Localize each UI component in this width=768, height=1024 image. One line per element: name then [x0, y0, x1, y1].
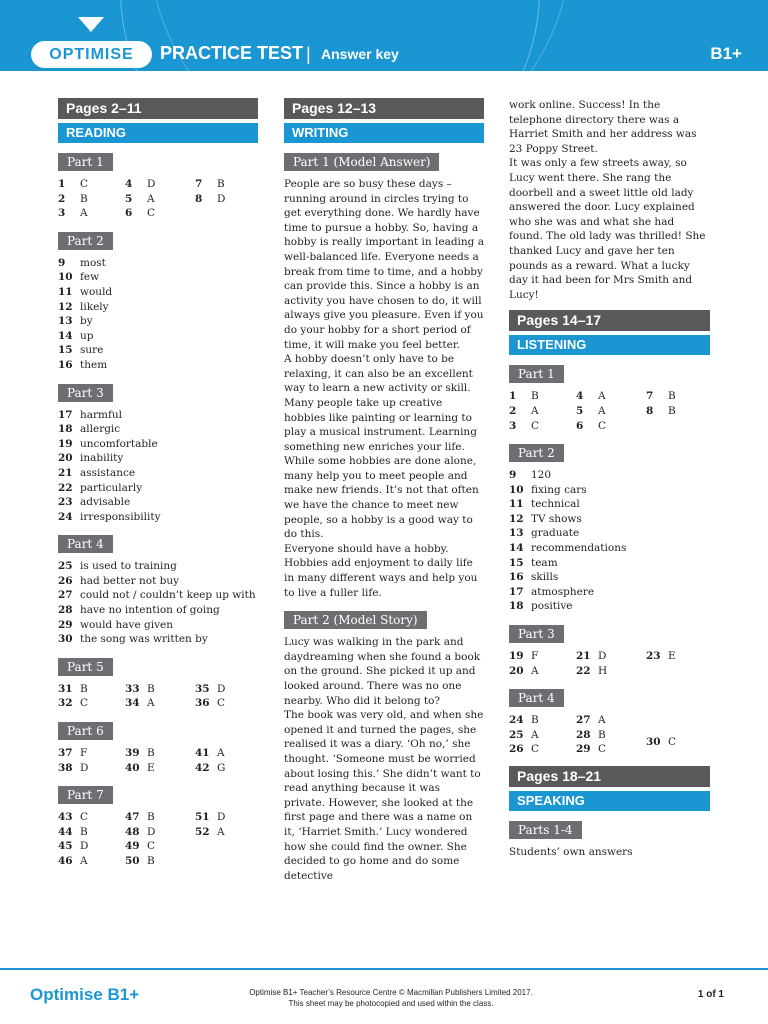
- answer-item: 12 TV shows: [509, 512, 582, 525]
- answer-list: [58, 256, 258, 373]
- part-heading: Part 3: [58, 384, 113, 402]
- answer-item: 4 A: [576, 390, 606, 403]
- part-heading: Part 7: [58, 786, 113, 804]
- copyright-line: This sheet may be photocopied and used within the class.: [288, 999, 494, 1008]
- answer-item: 19 uncomfortable: [58, 437, 158, 450]
- section-heading-speaking: SPEAKING: [509, 791, 710, 811]
- answer-item: 26 C: [509, 743, 540, 756]
- answer-item: 44 B: [58, 825, 88, 838]
- answer-item: 13 graduate: [509, 527, 580, 540]
- part-heading: Part 1 (Model Answer): [284, 153, 439, 171]
- answer-item: 10 few: [58, 271, 100, 284]
- answer-item: 34 A: [125, 697, 155, 710]
- answer-item: 24 B: [509, 714, 539, 727]
- part-heading: Part 1: [58, 153, 113, 171]
- answer-item: 50 B: [125, 855, 155, 867]
- answer-item: 39 B: [125, 747, 155, 760]
- footer-copyright: [246, 987, 536, 1009]
- part-heading: Parts 1-4: [509, 821, 582, 839]
- answer-item: 11 technical: [509, 498, 580, 511]
- answer-item: 16 skills: [509, 571, 559, 584]
- answer-item: 26 had better not buy: [58, 574, 180, 587]
- answer-item: 47 B: [125, 811, 155, 824]
- answer-item: 3 C: [509, 419, 540, 432]
- answer-item: 28 have no intention of going: [58, 604, 220, 617]
- paragraph: work online. Success! In the telephone directory there was a Harriet Smith and her address was 23 Poppy Street.: [509, 99, 697, 155]
- answer-item: 13 by: [58, 315, 93, 328]
- part-heading: Part 4: [58, 535, 113, 553]
- answer-item: 28 B: [576, 728, 606, 741]
- answer-item: 10 fixing cars: [509, 483, 587, 496]
- answer-item: 4 D: [125, 178, 156, 190]
- answer-item: 31 B: [58, 682, 88, 695]
- part-heading: Part 2: [509, 444, 564, 462]
- answer-item: 14 recommendations: [509, 542, 627, 555]
- part-heading: Part 2 (Model Story): [284, 611, 427, 629]
- part-heading: Part 6: [58, 722, 113, 740]
- answer-item: 17 harmful: [58, 408, 123, 421]
- answer-item: [646, 713, 706, 728]
- page-number: 1 of 1: [697, 989, 724, 1000]
- header-title: PRACTICE TEST: [160, 43, 304, 63]
- answer-item: 24 irresponsibility: [58, 510, 161, 523]
- column-listening-speaking: [509, 98, 710, 860]
- answer-item: 38 D: [58, 761, 89, 774]
- answer-item: 18 allergic: [58, 423, 121, 436]
- pages-heading: Pages 18–21: [509, 766, 710, 787]
- header-subtitle: Answer key: [321, 46, 399, 62]
- answer-item: 41 A: [195, 747, 225, 760]
- answer-item: 35 D: [195, 682, 226, 695]
- answer-item: 1 B: [509, 390, 539, 403]
- answer-item: 25 A: [509, 728, 539, 741]
- answer-list: [58, 559, 258, 647]
- header-level: B1+: [710, 44, 742, 63]
- answer-item: 11 would: [58, 285, 113, 298]
- pages-heading: Pages 14–17: [509, 310, 710, 331]
- model-answer-text: [284, 177, 484, 600]
- answer-grid: [509, 713, 710, 757]
- answer-item: 33 B: [125, 682, 155, 695]
- answer-item: 3 A: [58, 207, 88, 220]
- footer-divider: [0, 968, 768, 970]
- answer-item: 22 particularly: [58, 481, 143, 494]
- answer-grid: [58, 746, 258, 775]
- answer-item: 20 A: [509, 664, 539, 677]
- answer-item: 8 D: [195, 192, 226, 205]
- paragraph: Everyone should have a hobby. Hobbies add enjoyment to daily life in many different ways and help you to live a fuller life.: [284, 542, 478, 599]
- answer-item: 48 D: [125, 825, 156, 838]
- answer-item: 29 C: [576, 743, 607, 756]
- answer-list: [509, 468, 710, 614]
- answer-item: 7 B: [646, 390, 676, 403]
- answer-grid: [58, 682, 258, 711]
- answer-item: 37 F: [58, 747, 88, 760]
- copyright-line: Optimise B1+ Teacher’s Resource Centre © Macmillan Publishers Limited 2017.: [249, 988, 533, 997]
- pages-heading: Pages 2–11: [58, 98, 258, 119]
- answer-item: 8 B: [646, 404, 676, 417]
- paragraph: The book was very old, and when she opened it and turned the pages, she realised it was a diary. ‘Oh no,’ she thought. ‘Someone must be worried about losing this.’ She didn’t want to read anything because it was private. However, she looked at the first page and there was a name on it, ‘Harriet Smith.’ Lucy wondered how she could find the owner. She decided to go home and do some detective: [284, 709, 484, 882]
- speaking-answer: Students’ own answers: [509, 846, 633, 858]
- optimise-logo: [31, 41, 152, 68]
- answer-item: 21 D: [576, 650, 607, 663]
- answer-item: 7 B: [195, 178, 225, 190]
- answer-item: 2 A: [509, 404, 539, 417]
- answer-item: 22 H: [576, 664, 608, 677]
- answer-item: 23 E: [646, 650, 676, 663]
- answer-item: [195, 839, 255, 854]
- answer-item: 12 likely: [58, 300, 109, 313]
- part-heading: Part 4: [509, 689, 564, 707]
- answer-item: 5 A: [125, 192, 155, 205]
- answer-grid: [509, 649, 710, 678]
- answer-item: 36 C: [195, 697, 226, 710]
- pages-heading: Pages 12–13: [284, 98, 484, 119]
- answer-item: 25 is used to training: [58, 560, 177, 573]
- part-heading: Part 5: [58, 658, 113, 676]
- answer-item: 20 inability: [58, 452, 124, 465]
- paragraph: While some hobbies are done alone, many help you to meet people and make new friends. It’s not that often we have the chance to meet new people, so a hobby is a good way to do this.: [284, 455, 479, 541]
- answer-item: 46 A: [58, 855, 88, 867]
- answer-item: 40 E: [125, 761, 155, 774]
- section-heading-reading: READING: [58, 123, 258, 143]
- part-heading: Part 1: [509, 365, 564, 383]
- paragraph: A hobby doesn’t only have to be relaxing, it can also be an excellent way to learn a new activity or skill. Many people take up creative hobbies like painting or learning to play a musical instrument. Learning something new enriches your life.: [284, 353, 477, 453]
- answer-item: 45 D: [58, 840, 89, 853]
- answer-item: 1 C: [58, 178, 89, 190]
- section-heading-listening: LISTENING: [509, 335, 710, 355]
- answer-item: 2 B: [58, 192, 88, 205]
- answer-item: 30 the song was written by: [58, 633, 208, 646]
- answer-item: 19 F: [509, 650, 539, 663]
- column-reading: [58, 98, 258, 878]
- answer-item: 42 G: [195, 761, 226, 774]
- answer-grid: [58, 810, 258, 868]
- answer-item: 15 team: [509, 556, 558, 569]
- answer-item: 15 sure: [58, 344, 104, 357]
- part-heading: Part 3: [509, 625, 564, 643]
- model-story-continued: [509, 98, 710, 302]
- answer-item: 21 assistance: [58, 466, 136, 479]
- logo-text: OPTIMISE: [49, 45, 134, 63]
- answer-item: 27 could not / couldn’t keep up with: [58, 589, 256, 602]
- answer-item: 16 them: [58, 358, 108, 371]
- answer-item: 9 120: [509, 469, 552, 482]
- answer-grid: [509, 389, 710, 433]
- answer-item: 17 atmosphere: [509, 585, 595, 598]
- answer-item: 6 C: [576, 419, 607, 432]
- logo-triangle-icon: [78, 17, 104, 32]
- answer-item: 9 most: [58, 256, 106, 269]
- answer-item: 51 D: [195, 811, 226, 824]
- footer-brand: Optimise B1+: [30, 985, 140, 1004]
- answer-item: 52 A: [195, 825, 225, 838]
- answer-item: 14 up: [58, 329, 94, 342]
- answer-grid: [58, 177, 258, 221]
- answer-item: 30 C: [646, 736, 677, 749]
- paragraph: Lucy was walking in the park and daydreaming when she found a book on the ground. She picked it up and looked around. There was no one nearby. Who did it belong to?: [284, 636, 481, 707]
- answer-item: 49 C: [125, 840, 156, 853]
- answer-item: 18 positive: [509, 600, 573, 613]
- paragraph: People are so busy these days – running around in circles trying to get everything done. We hardly have time to pursue a hobby. So, having a hobby is really important in leading a well-balanced life. Everyone needs a break from time to time, and a hobby can provide this. Since a hobby is an activity you have chosen to do, it will always give you pleasure. Even if you do your hobby for a short period of time, it will make you feel better.: [284, 178, 484, 351]
- answer-list: [58, 408, 258, 525]
- answer-item: 43 C: [58, 811, 89, 824]
- header-separator: |: [306, 44, 311, 64]
- paragraph: It was only a few streets away, so Lucy went there. She rang the doorbell and a sweet little old lady answered the door. Lucy explained who she was and what she had found. The old lady was thrilled! She thanked Lucy and gave her ten pounds as a reward. What a lucky day it had been for Mrs Smith and Lucy!: [509, 157, 706, 301]
- answer-item: 27 A: [576, 714, 606, 727]
- answer-item: 32 C: [58, 697, 89, 710]
- answer-item: 5 A: [576, 404, 606, 417]
- answer-item: 23 advisable: [58, 496, 131, 509]
- column-writing: [284, 98, 484, 883]
- part-heading: Part 2: [58, 232, 113, 250]
- section-heading-writing: WRITING: [284, 123, 484, 143]
- page-header: [0, 0, 768, 71]
- model-story-text: [284, 635, 484, 883]
- answer-item: 29 would have given: [58, 618, 173, 631]
- answer-item: 6 C: [125, 207, 156, 220]
